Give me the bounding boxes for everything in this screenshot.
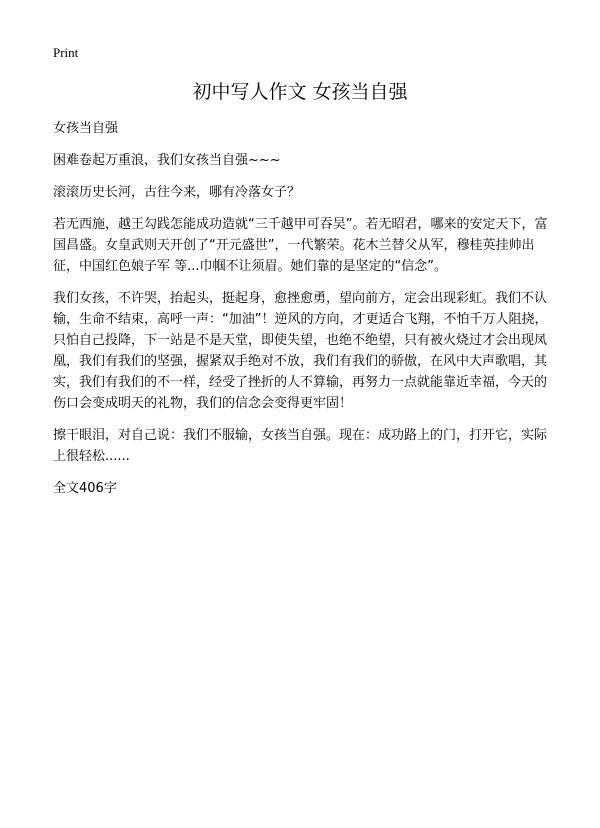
article-subtitle: 女孩当自强 [53,121,119,136]
article-paragraph: 我们女孩，不许哭，抬起头，挺起身，愈挫愈勇，望向前方，定会出现彩虹。我们不认输，生命不结束，高呼一声：“加油”！逆风的方向，才更适合飞翔，不怕千万人阻挠，只怕自己投降，下一站是不是天堂，即使失望，也绝不绝望，只有被火烧过才会出现凤凰，我们有我们的坚强，握紧双手绝对不放，我们有我们的骄傲，在风中大声歌唱，其实，我们有我们的不一样，经受了挫折的人不算输，再努力一点就能靠近幸福，今天的伤口会变成明天的礼物，我们的信念会变得更牢固！ [53,291,548,411]
article-body [53,118,549,510]
article-paragraph: 滚滚历史长河，古往今来，哪有冷落女子？ [53,185,301,200]
article-paragraph: 擦干眼泪，对自己说：我们不服输，女孩当自强。现在：成功路上的门，打开它，实际上很轻松...... [53,428,548,464]
word-count: 全文406字 [53,481,117,496]
article-title: 初中写人作文 女孩当自强 [192,81,408,103]
print-link[interactable]: Print [53,45,79,60]
article-paragraph: 若无西施，越王勾践怎能成功造就“三千越甲可吞吴”。若无昭君，哪来的安定天下，富国昌盛。女皇武则天开创了“开元盛世”，一代繁荣。花木兰替父从军，穆桂英挂帅出征，中国红色娘子军 等...巾帼不让须眉。她们靠的是坚定的“信念”。 [53,217,548,274]
article-paragraph: 困难卷起万重浪，我们女孩当自强~~~ [53,153,281,168]
